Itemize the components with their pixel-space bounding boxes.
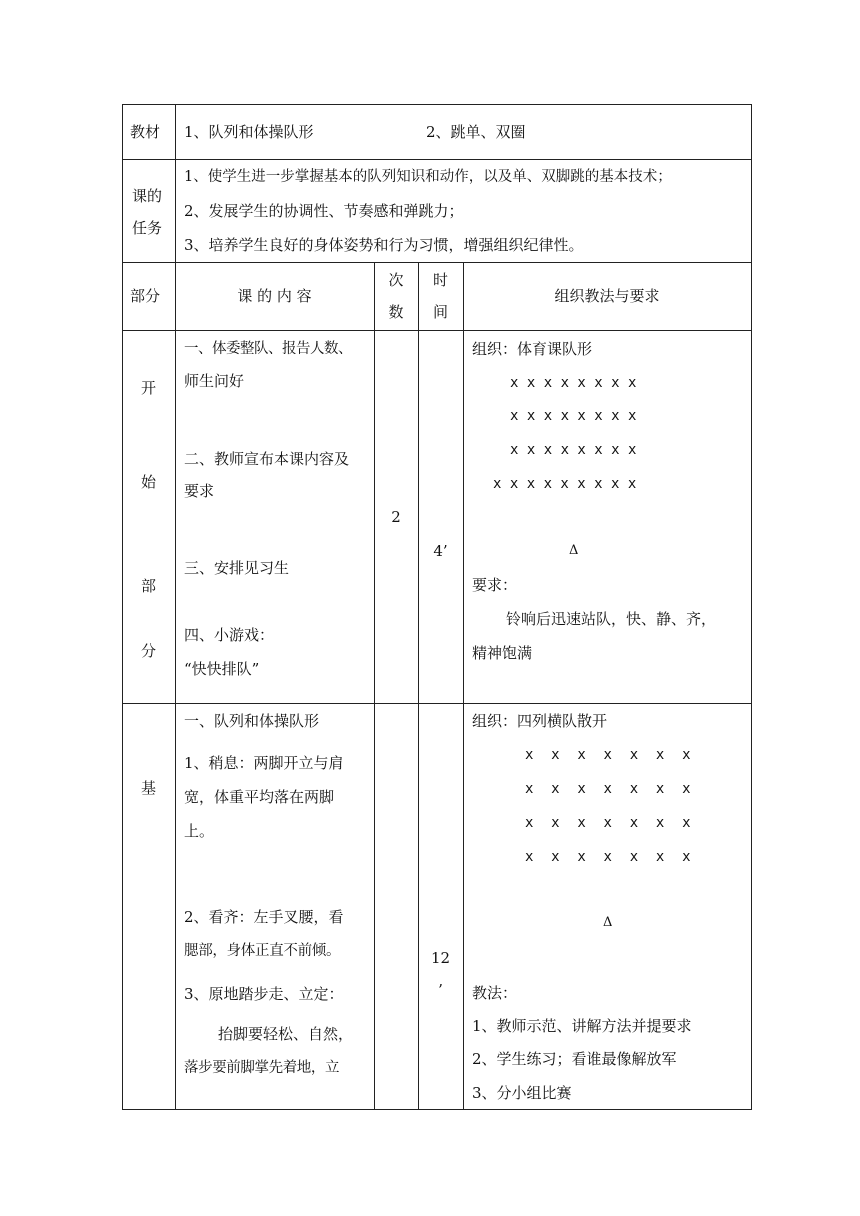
formation-row: x x x x x x x (525, 815, 691, 831)
basic-method-line: 1、教师示范、讲解方法并提要求 (472, 1017, 692, 1035)
table-border-top (122, 104, 752, 105)
opening-content-line: 四、小游戏： (184, 626, 275, 644)
opening-content-line: “快快排队” (184, 660, 260, 678)
basic-content-line: 一、队列和体操队形 (184, 712, 320, 730)
opening-content-line: 一、体委整队、报告人数、 (184, 341, 352, 357)
formation-row: x x x x x x x x (510, 408, 637, 424)
basic-content-line: 落步要前脚掌先着地，立 (184, 1060, 340, 1076)
opening-part-char-2: 始 (141, 473, 157, 491)
header-method: 组织教法与要求 (554, 287, 660, 305)
table-border-left (122, 104, 123, 1110)
basic-method-title: 教法： (472, 984, 518, 1002)
basic-content-line: 2、看齐：左手叉腰，看 (184, 908, 344, 926)
basic-part-char: 基 (141, 779, 157, 797)
header-count-line1: 次 (388, 271, 404, 289)
opening-org-title: 组织：体育课队形 (472, 340, 593, 358)
header-time-line2: 间 (432, 303, 448, 321)
teacher-position-mark: Δ (603, 915, 613, 930)
basic-content-line: 宽，体重平均落在两脚 (184, 788, 335, 806)
tasks-label-line2: 任务 (132, 219, 163, 237)
opening-time: 4’ (433, 542, 448, 560)
opening-content-line: 三、安排见习生 (184, 559, 290, 577)
basic-method-line: 2、学生练习；看谁最像解放军 (472, 1050, 677, 1068)
table-column-divider (374, 262, 375, 1110)
task-item-1: 1、使学生进一步掌握基本的队列知识和动作，以及单、双脚跳的基本技术； (184, 169, 672, 185)
basic-method-line: 3、分小组比赛 (472, 1084, 572, 1102)
table-column-divider (175, 104, 176, 1110)
formation-row: x x x x x x x (525, 849, 691, 865)
task-item-3: 3、培养学生良好的身体姿势和行为习惯，增强组织纪律性。 (184, 236, 584, 254)
opening-part-char-1: 开 (141, 379, 157, 397)
basic-content-line: 3、原地踏步走、立定： (184, 985, 344, 1003)
material-item-1: 1、队列和体操队形 (184, 123, 314, 141)
table-row-divider (122, 330, 752, 331)
basic-time-line2: ’ (438, 981, 443, 999)
basic-content-line: 1、稍息：两脚开立与肩 (184, 754, 344, 772)
table-column-divider (463, 262, 464, 1110)
header-count-line2: 数 (388, 303, 404, 321)
opening-requirement-title: 要求： (472, 576, 518, 594)
opening-requirement-line: 精神饱满 (472, 644, 533, 662)
table-row-divider (122, 262, 752, 263)
material-label: 教材 (130, 123, 161, 141)
opening-content-line: 师生问好 (184, 372, 245, 390)
table-border-bottom (122, 1109, 752, 1110)
table-border-right (751, 104, 752, 1110)
basic-org-title: 组织：四列横队散开 (472, 712, 608, 730)
opening-count: 2 (391, 508, 401, 526)
header-part: 部分 (130, 287, 161, 305)
basic-content-line: 腮部，身体正直不前倾。 (184, 943, 341, 959)
basic-content-line: 上。 (184, 822, 215, 840)
opening-part-char-4: 分 (141, 642, 157, 660)
tasks-label-line1: 课的 (132, 187, 163, 205)
formation-row: x x x x x x x x x (493, 476, 637, 492)
table-row-divider (122, 159, 752, 160)
formation-row: x x x x x x x (525, 747, 691, 763)
formation-row: x x x x x x x x (510, 375, 637, 391)
header-time-line1: 时 (432, 271, 448, 289)
basic-time-line1: 12 (430, 949, 451, 967)
basic-content-line: 抬脚要轻松、自然， (218, 1025, 354, 1043)
opening-content-line: 二、教师宣布本课内容及 (184, 450, 350, 468)
header-content: 课 的 内 容 (237, 287, 312, 305)
formation-row: x x x x x x x (525, 781, 691, 797)
table-row-divider (122, 703, 752, 704)
formation-row: x x x x x x x x (510, 442, 637, 458)
teacher-position-mark: Δ (569, 543, 579, 558)
material-item-2: 2、跳单、双圈 (426, 123, 526, 141)
task-item-2: 2、发展学生的协调性、节奏感和弹跳力； (184, 202, 464, 220)
opening-requirement-line: 铃响后迅速站队，快、静、齐， (506, 610, 717, 628)
opening-content-line: 要求 (184, 482, 215, 500)
opening-part-char-3: 部 (141, 577, 157, 595)
